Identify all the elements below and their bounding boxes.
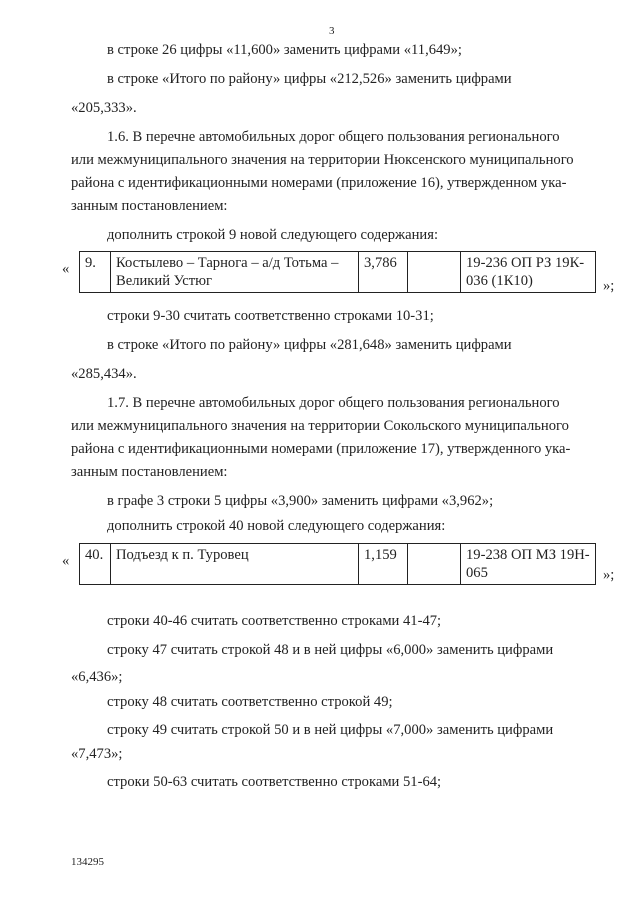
paragraph-line: в строке «Итого по району» цифры «281,648» заменить цифрами (107, 337, 512, 353)
paragraph-line: «7,473»; (71, 746, 123, 762)
paragraph-line: занным постановлением: (71, 198, 228, 214)
table-row (80, 544, 596, 585)
table-cell-number: 9. (80, 252, 111, 293)
paragraph-line: «6,436»; (71, 669, 123, 685)
paragraph-line: строку 47 считать строкой 48 и в ней цифры «6,000» заменить цифрами (107, 642, 554, 658)
page-number: 3 (329, 25, 335, 37)
paragraph-line: занным постановлением: (71, 464, 228, 480)
paragraph-line: или межмуниципального значения на территории Нюксенского муниципального (71, 152, 574, 168)
table-cell-empty (408, 544, 461, 585)
road-id-line: 065 (466, 565, 488, 581)
road-table-nyuksensky (79, 251, 596, 293)
paragraph-line: «205,333». (71, 100, 137, 116)
section-heading-1-6: 1.6. В перечне автомобильных дорог общего пользования регионального (107, 129, 560, 145)
table-cell-empty (408, 252, 461, 293)
road-id-line: 19-236 ОП РЗ 19К- (466, 255, 585, 271)
open-quote: « (62, 261, 70, 277)
close-quote: »; (603, 278, 615, 294)
table-row (80, 252, 596, 293)
table-cell-length: 3,786 (359, 252, 408, 293)
paragraph-line: или межмуниципального значения на территории Сокольского муниципального (71, 418, 569, 434)
table-cell-road-name (111, 252, 359, 293)
road-name-line: Великий Устюг (116, 273, 212, 289)
paragraph-line: дополнить строкой 40 новой следующего содержания: (107, 518, 446, 534)
table-cell-number: 40. (80, 544, 111, 585)
paragraph-line: строки 9-30 считать соответственно строками 10-31; (107, 308, 434, 324)
paragraph-line: строки 50-63 считать соответственно строками 51-64; (107, 774, 442, 790)
close-quote: »; (603, 567, 615, 583)
paragraph-line: в графе 3 строки 5 цифры «3,900» заменить цифрами «3,962»; (107, 493, 494, 509)
paragraph-line: «285,434». (71, 366, 137, 382)
table-cell-id (461, 252, 596, 293)
table-cell-id (461, 544, 596, 585)
footer-document-code: 134295 (71, 856, 104, 868)
road-name-line: Костылево – Тарнога – а/д Тотьма – (116, 255, 339, 271)
paragraph-line: в строке 26 цифры «11,600» заменить цифрами «11,649»; (107, 42, 462, 58)
road-id-line: 19-238 ОП МЗ 19Н- (466, 547, 590, 563)
paragraph-line: района с идентификационными номерами (приложение 17), утвержденного ука- (71, 441, 571, 457)
section-heading-1-7: 1.7. В перечне автомобильных дорог общего пользования регионального (107, 395, 560, 411)
table-cell-road-name: Подъезд к п. Туровец (111, 544, 359, 585)
road-table-sokolsky (79, 543, 596, 585)
table-cell-length: 1,159 (359, 544, 408, 585)
open-quote: « (62, 553, 70, 569)
paragraph-line: дополнить строкой 9 новой следующего содержания: (107, 227, 439, 243)
paragraph-line: района с идентификационными номерами (приложение 16), утвержденном ука- (71, 175, 567, 191)
paragraph-line: в строке «Итого по району» цифры «212,526» заменить цифрами (107, 71, 512, 87)
paragraph-line: строки 40-46 считать соответственно строками 41-47; (107, 613, 442, 629)
paragraph-line: строку 49 считать строкой 50 и в ней цифры «7,000» заменить цифрами (107, 722, 554, 738)
road-id-line: 036 (1К10) (466, 273, 533, 289)
paragraph-line: строку 48 считать соответственно строкой 49; (107, 694, 393, 710)
